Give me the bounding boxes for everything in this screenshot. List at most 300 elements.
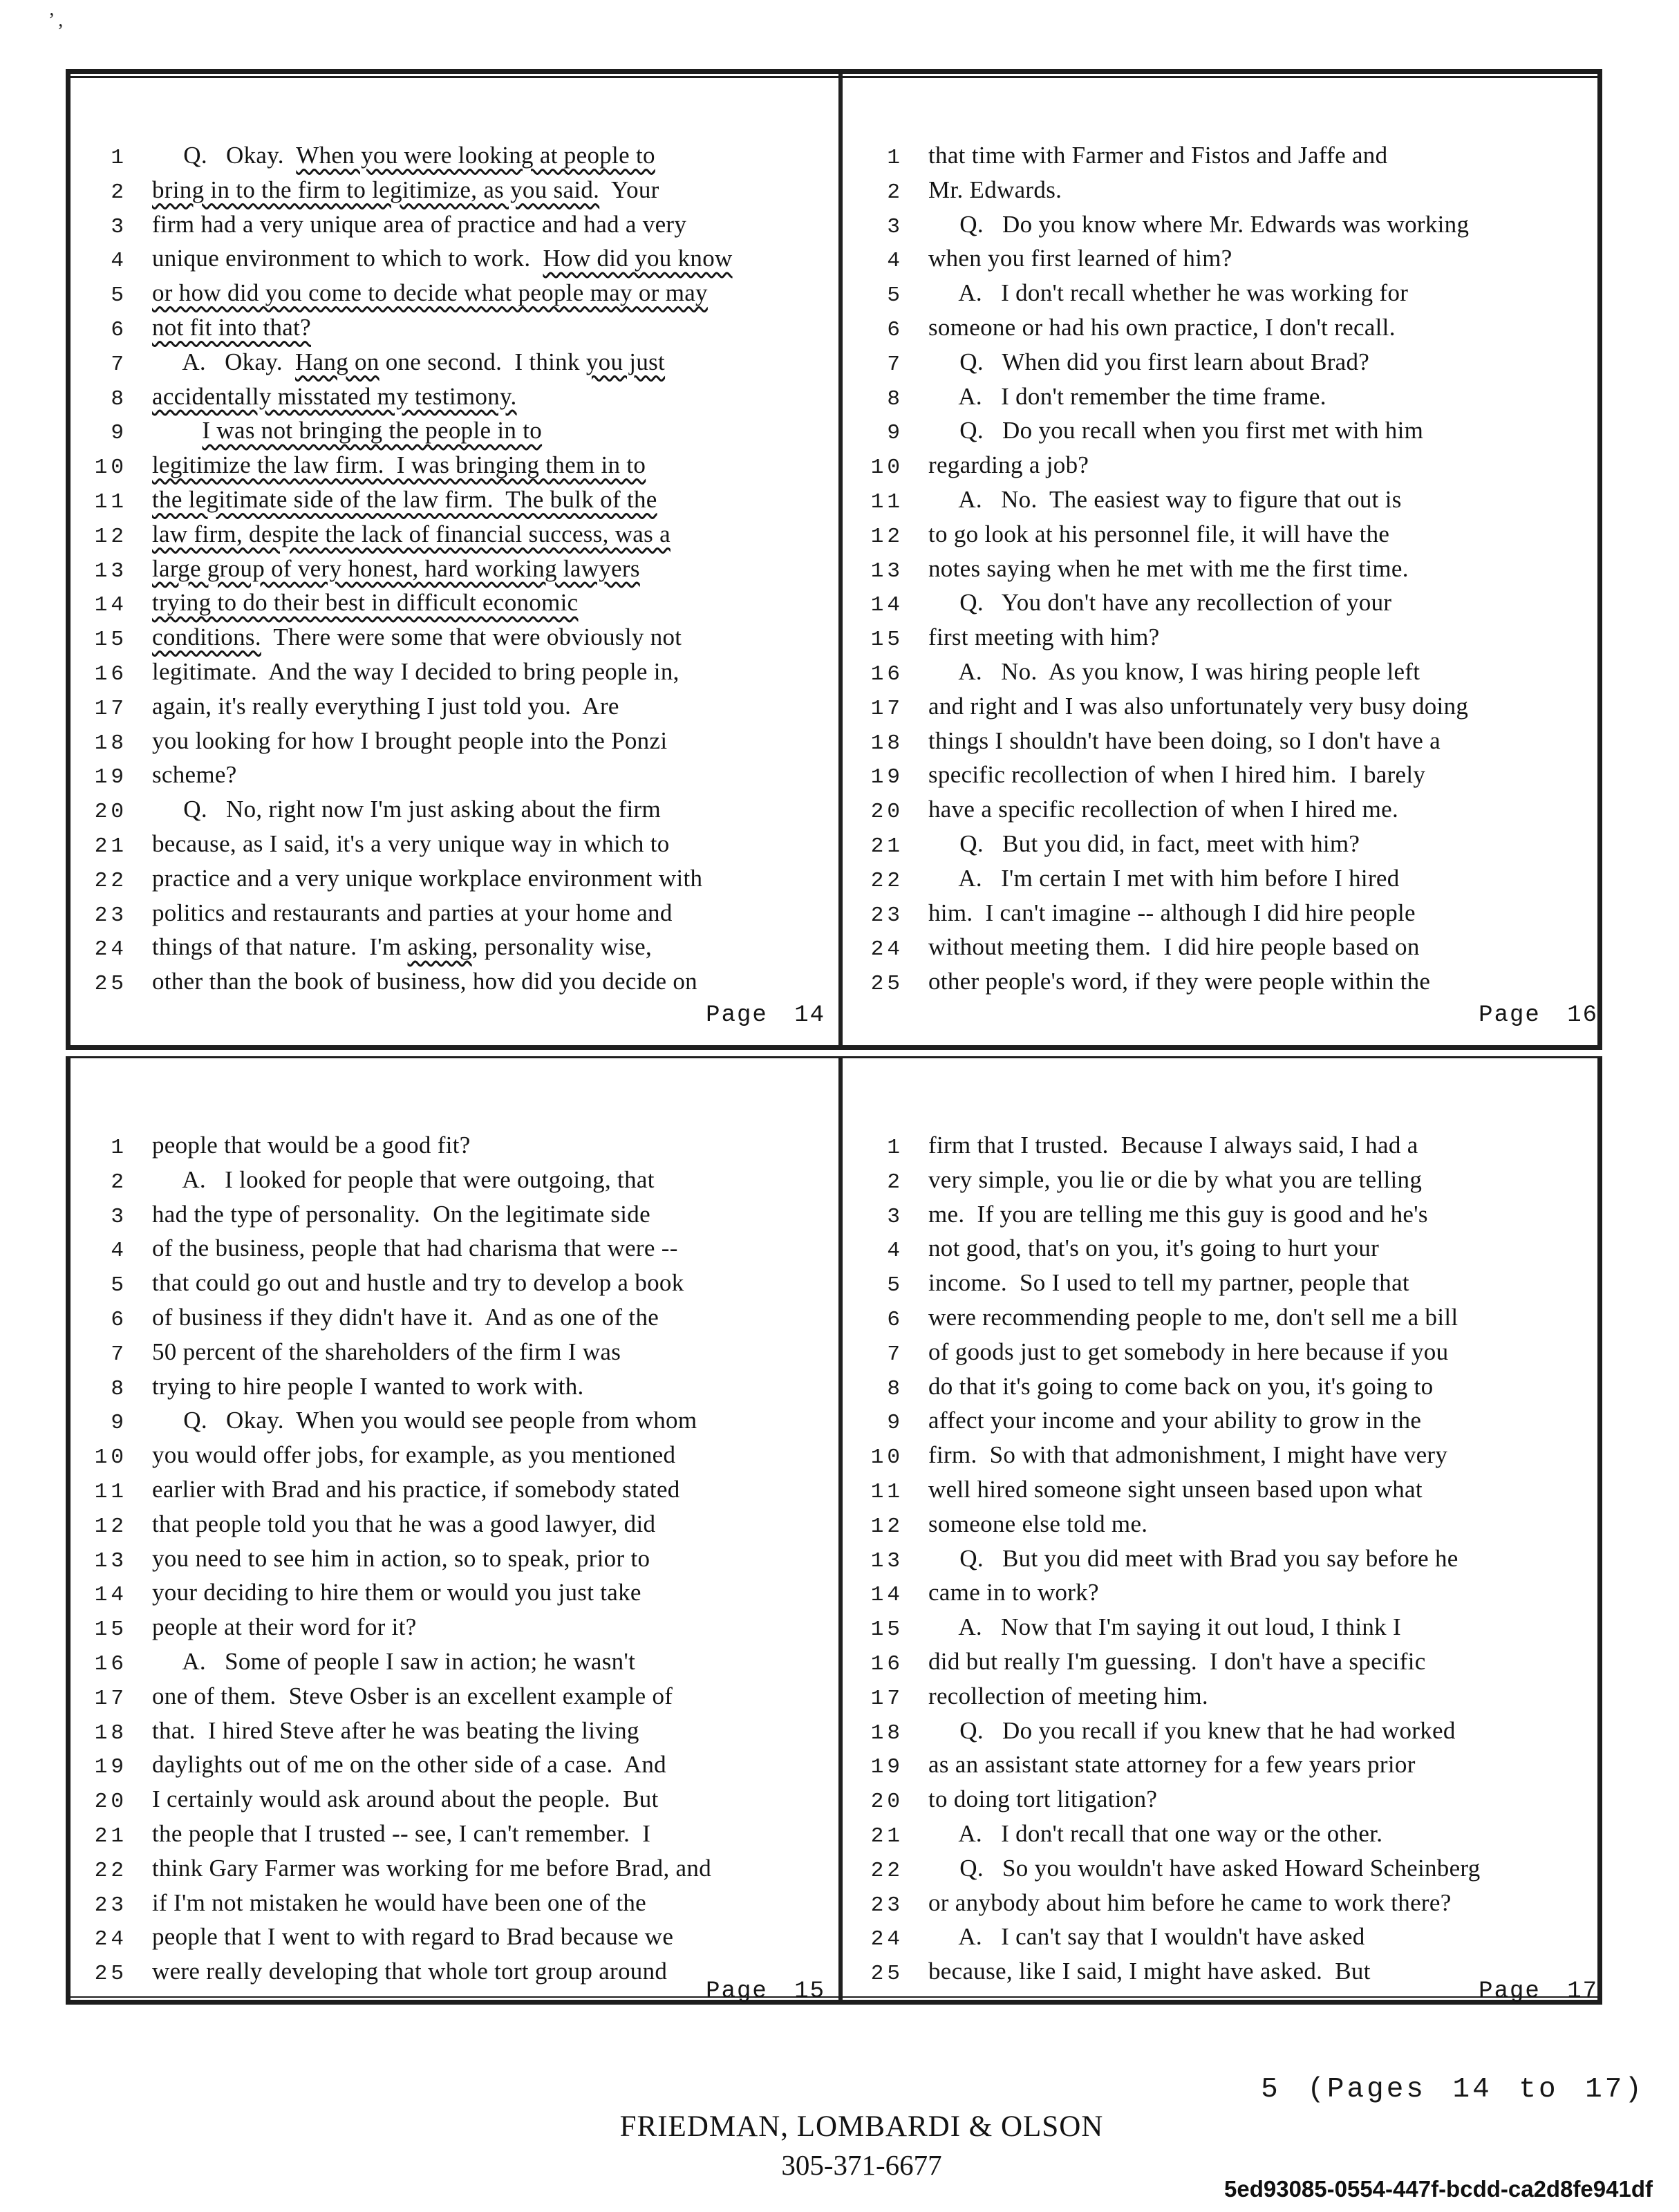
plain-text: of business if they didn't have it. And as one of the — [152, 1303, 659, 1331]
plain-text: people at their word for it? — [152, 1613, 417, 1641]
page-label: Page 15 — [706, 1978, 825, 2005]
transcript-line — [859, 1266, 1602, 1300]
plain-text: were recommending people to me, don't sell me a bill — [928, 1303, 1458, 1331]
line-text — [928, 896, 1416, 930]
line-text — [152, 585, 578, 620]
line-text — [928, 482, 1402, 517]
line-number: 16 — [870, 1651, 903, 1676]
transcript-line — [859, 310, 1602, 345]
transcript-line — [83, 173, 829, 207]
transcript-line — [83, 345, 829, 379]
line-text — [928, 758, 1425, 792]
underlined-text: you just — [585, 348, 666, 375]
transcript-line — [859, 758, 1602, 792]
transcript-line — [83, 1782, 829, 1817]
transcript-line — [83, 1403, 829, 1438]
transcript-line — [859, 1886, 1602, 1920]
line-number: 19 — [94, 1755, 127, 1780]
line-number: 1 — [111, 146, 127, 170]
transcript-line — [859, 792, 1602, 827]
plain-text: Q. Do you know where Mr. Edwards was working — [928, 210, 1470, 238]
line-number: 14 — [94, 1583, 127, 1608]
plain-text: think Gary Farmer was working for me before Brad, and — [152, 1854, 711, 1882]
line-number: 3 — [887, 1204, 903, 1229]
plain-text: Q. But you did meet with Brad you say before he — [928, 1544, 1458, 1572]
line-number: 3 — [887, 214, 903, 239]
plain-text: of goods just to get somebody in here because if you — [928, 1338, 1449, 1365]
transcript-line — [859, 1163, 1602, 1197]
line-number: 22 — [94, 1858, 127, 1883]
line-text — [152, 1679, 673, 1714]
underlined-text: legitimize the law firm. I was bringing them in to — [152, 451, 646, 479]
line-text — [928, 1163, 1422, 1197]
line-text — [152, 1335, 621, 1369]
line-text — [928, 620, 1159, 655]
line-text — [152, 310, 311, 345]
line-text — [928, 585, 1391, 620]
underlined-text: Hang on — [294, 348, 379, 375]
line-number: 23 — [870, 903, 903, 928]
line-text — [928, 1747, 1416, 1782]
plain-text: well hired someone sight unseen based upon what — [928, 1475, 1423, 1503]
page-label: Page 14 — [706, 1002, 825, 1029]
plain-text: affect your income and your ability to grow in the — [928, 1407, 1422, 1434]
line-number: 15 — [94, 1618, 127, 1642]
plain-text: you need to see him in action, so to speak, prior to — [152, 1544, 650, 1572]
transcript-quadrant-page-15 — [83, 1128, 829, 2013]
plain-text: Q. But you did, in fact, meet with him? — [928, 830, 1360, 857]
transcript-line — [83, 827, 829, 861]
line-number: 9 — [111, 421, 127, 446]
transcript-line — [859, 517, 1602, 552]
line-number: 12 — [870, 524, 903, 549]
line-text — [928, 1575, 1099, 1610]
footer-phone-number: 305-371-6677 — [781, 2149, 942, 2181]
transcript-lines — [859, 138, 1602, 999]
line-text — [928, 413, 1423, 448]
transcript-line — [859, 655, 1602, 689]
plain-text: things of that nature. I'm — [152, 933, 408, 961]
transcript-line — [859, 1541, 1602, 1576]
line-number: 5 — [887, 1273, 903, 1298]
line-number: 6 — [887, 1307, 903, 1332]
line-text — [152, 1575, 641, 1610]
row-divider — [66, 1045, 1602, 1058]
line-number: 15 — [94, 628, 127, 653]
line-text — [928, 930, 1420, 964]
transcript-line — [83, 896, 829, 930]
transcript-lines — [83, 1128, 829, 1989]
line-number: 18 — [94, 731, 127, 756]
line-number: 13 — [94, 1548, 127, 1573]
line-text — [152, 930, 652, 964]
line-text — [152, 896, 673, 930]
line-text — [152, 1266, 684, 1300]
plain-text — [152, 417, 202, 444]
plain-text: firm had a very unique area of practice and had a very — [152, 210, 687, 238]
top-border-inner-line — [71, 76, 1597, 78]
line-number: 25 — [94, 972, 127, 997]
transcript-line — [859, 241, 1602, 276]
line-number: 3 — [111, 1204, 127, 1229]
transcript-line — [859, 585, 1602, 620]
transcript-line — [859, 345, 1602, 379]
plain-text: Q. Okay. — [152, 142, 297, 169]
transcript-line — [83, 1575, 829, 1610]
plain-text: to go look at his personnel file, it will have the — [928, 520, 1390, 547]
line-number: 22 — [870, 868, 903, 893]
line-number: 21 — [870, 1824, 903, 1848]
plain-text: people that I went to with regard to Brad because we — [152, 1923, 674, 1951]
transcript-line — [859, 138, 1602, 173]
line-text — [152, 689, 619, 724]
line-text — [928, 138, 1387, 173]
transcript-line — [859, 173, 1602, 207]
line-number: 7 — [111, 1342, 127, 1367]
line-text — [152, 1954, 667, 1989]
line-text — [928, 1851, 1481, 1886]
transcript-line — [859, 1610, 1602, 1644]
plain-text: other than the book of business, how did you decide on — [152, 968, 697, 995]
footer-document-id: 5ed93085-0554-447f-bcdd-ca2d8fe941df — [1224, 2176, 1653, 2202]
underlined-text: conditions. — [152, 624, 261, 651]
line-number: 5 — [887, 283, 903, 308]
plain-text: came in to work? — [928, 1579, 1099, 1606]
line-number: 10 — [94, 1445, 127, 1470]
line-text — [928, 552, 1409, 586]
line-number: 22 — [94, 868, 127, 893]
transcript-line — [859, 1197, 1602, 1232]
transcript-line — [859, 896, 1602, 930]
transcript-line — [859, 1575, 1602, 1610]
line-text — [928, 964, 1430, 999]
plain-text: A. I'm certain I met with him before I hired — [928, 864, 1400, 892]
line-text — [152, 1163, 655, 1197]
line-text — [152, 620, 682, 655]
plain-text: I certainly would ask around about the people. But — [152, 1785, 659, 1813]
plain-text: one of them. Steve Osber is an excellent example of — [152, 1682, 673, 1709]
line-text — [928, 1679, 1208, 1714]
transcript-line — [83, 930, 829, 964]
plain-text: that people told you that he was a good lawyer, did — [152, 1510, 656, 1537]
plain-text: firm. So with that admonishment, I might have very — [928, 1441, 1448, 1469]
plain-text: have a specific recollection of when I hired me. — [928, 796, 1399, 823]
plain-text: because, as I said, it's a very unique way in which to — [152, 830, 670, 857]
plain-text: very simple, you lie or die by what you are telling — [928, 1165, 1423, 1193]
line-text — [928, 1920, 1365, 1954]
plain-text: someone or had his own practice, I don't recall. — [928, 313, 1396, 341]
underlined-text: the legitimate side of the law firm. The bulk of the — [152, 485, 657, 513]
underlined-text: asking — [407, 933, 472, 961]
line-text — [152, 276, 708, 310]
plain-text: notes saying when he met with me the first time. — [928, 554, 1409, 582]
transcript-line — [83, 517, 829, 552]
plain-text: Mr. Edwards. — [928, 176, 1062, 203]
transcript-line — [83, 241, 829, 276]
footer-firm-name: FRIEDMAN, LOMBARDI & OLSON — [619, 2110, 1104, 2143]
line-text — [152, 379, 517, 414]
plain-text: without meeting them. I did hire people based on — [928, 933, 1420, 961]
plain-text: A. I can't say that I wouldn't have asked — [928, 1923, 1365, 1951]
transcript-line — [859, 1403, 1602, 1438]
line-text — [152, 964, 697, 999]
line-number: 2 — [111, 1170, 127, 1194]
transcript-line — [859, 413, 1602, 448]
line-number: 3 — [111, 214, 127, 239]
transcript-line — [83, 1610, 829, 1644]
transcript-line — [83, 413, 829, 448]
line-number: 17 — [870, 1686, 903, 1711]
plain-text: Q. Okay. When you would see people from whom — [152, 1407, 697, 1434]
line-text — [152, 1438, 675, 1472]
line-text — [928, 1541, 1458, 1576]
transcript-line — [859, 1644, 1602, 1679]
transcript-line — [83, 207, 829, 242]
transcript-line — [83, 1266, 829, 1300]
transcript-line — [83, 655, 829, 689]
plain-text: specific recollection of when I hired him. I barely — [928, 761, 1426, 789]
underlined-text: or how did you come to decide what people may or may — [152, 279, 708, 307]
line-number: 24 — [94, 1927, 127, 1952]
line-text — [928, 861, 1400, 896]
line-text — [928, 1197, 1428, 1232]
underlined-text: When you were looking at people to — [296, 142, 655, 169]
transcript-line — [859, 1472, 1602, 1507]
line-text — [928, 345, 1369, 379]
transcript-quadrant-page-14 — [83, 138, 829, 1037]
underlined-text: How did you know — [543, 245, 733, 272]
line-number: 24 — [94, 937, 127, 962]
transcript-line — [83, 1300, 829, 1335]
transcript-line — [859, 1335, 1602, 1369]
plain-text: Q. When did you first learn about Brad? — [928, 348, 1370, 375]
transcript-line — [859, 930, 1602, 964]
transcript-line — [859, 207, 1602, 242]
line-number: 16 — [94, 662, 127, 686]
line-text — [928, 1507, 1147, 1541]
line-number: 4 — [887, 1239, 903, 1264]
transcript-line — [83, 1644, 829, 1679]
plain-text: trying to hire people I wanted to work with. — [152, 1372, 584, 1400]
line-text — [152, 1851, 711, 1886]
transcript-line — [83, 552, 829, 586]
transcript-line — [859, 552, 1602, 586]
transcript-lines — [859, 1128, 1602, 1989]
line-number: 7 — [887, 352, 903, 377]
line-number: 19 — [94, 765, 127, 790]
line-text — [928, 724, 1441, 758]
line-text — [152, 173, 659, 207]
transcript-line — [83, 1472, 829, 1507]
line-text — [928, 517, 1389, 552]
line-number: 21 — [94, 1824, 127, 1848]
line-number: 21 — [870, 834, 903, 859]
line-text — [152, 1231, 678, 1266]
plain-text: daylights out of me on the other side of a case. And — [152, 1751, 666, 1779]
line-number: 15 — [870, 1618, 903, 1642]
line-number: 20 — [94, 800, 127, 825]
line-number: 1 — [887, 146, 903, 170]
plain-text: Q. Do you recall when you first met with him — [928, 417, 1424, 444]
plain-text: that could go out and hustle and try to develop a book — [152, 1269, 684, 1297]
plain-text: of the business, people that had charisma that were -- — [152, 1235, 678, 1262]
line-text — [928, 379, 1326, 414]
line-number: 14 — [94, 593, 127, 618]
line-text — [152, 1920, 673, 1954]
line-number: 18 — [870, 1721, 903, 1745]
line-number: 19 — [870, 1755, 903, 1780]
transcript-line — [83, 724, 829, 758]
line-number: 24 — [870, 937, 903, 962]
line-text — [152, 138, 655, 173]
line-text — [928, 1403, 1421, 1438]
transcript-line — [859, 1747, 1602, 1782]
transcript-line — [83, 138, 829, 173]
plain-text: if I'm not mistaken he would have been one of the — [152, 1888, 646, 1916]
plain-text: Q. No, right now I'm just asking about the firm — [152, 796, 662, 823]
line-number: 11 — [870, 489, 903, 514]
line-text — [152, 758, 237, 792]
line-text — [152, 241, 733, 276]
line-number: 1 — [887, 1136, 903, 1160]
line-number: 8 — [887, 386, 903, 411]
line-text — [152, 1747, 666, 1782]
transcript-line — [859, 448, 1602, 482]
plain-text: someone else told me. — [928, 1510, 1148, 1537]
transcript-line — [83, 1369, 829, 1404]
plain-text: your deciding to hire them or would you just take — [152, 1579, 641, 1606]
line-text — [152, 827, 670, 861]
plain-text: A. I don't recall whether he was working for — [928, 279, 1409, 307]
line-number: 10 — [870, 456, 903, 480]
line-number: 16 — [870, 662, 903, 686]
line-number: 21 — [94, 834, 127, 859]
transcript-line — [83, 1851, 829, 1886]
line-text — [152, 1644, 635, 1679]
underlined-text: I was not bringing the people in to — [202, 417, 543, 444]
transcript-line — [83, 689, 829, 724]
line-text — [928, 1714, 1456, 1748]
underlined-text: not fit into that? — [152, 313, 311, 341]
plain-text: A. I don't recall that one way or the other. — [928, 1819, 1383, 1847]
transcript-lines — [83, 138, 829, 999]
transcript-line — [83, 1231, 829, 1266]
line-text — [152, 1128, 471, 1163]
plain-text: do that it's going to come back on you, it's going to — [928, 1372, 1434, 1400]
transcript-line — [859, 861, 1602, 896]
plain-text: him. I can't imagine -- although I did hire people — [928, 899, 1416, 926]
transcript-line — [83, 861, 829, 896]
line-text — [152, 655, 679, 689]
transcript-line — [859, 1817, 1602, 1851]
line-number: 6 — [887, 317, 903, 342]
plain-text: A. No. The easiest way to figure that out is — [928, 485, 1402, 513]
plain-text: to doing tort litigation? — [928, 1785, 1158, 1813]
line-text — [928, 241, 1232, 276]
line-number: 24 — [870, 1927, 903, 1952]
line-number: 12 — [870, 1514, 903, 1539]
line-number: 9 — [887, 421, 903, 446]
line-text — [152, 861, 702, 896]
plain-text: not good, that's on you, it's going to hurt your — [928, 1235, 1380, 1262]
line-number: 11 — [94, 489, 127, 514]
line-number: 4 — [111, 249, 127, 274]
line-number: 19 — [870, 765, 903, 790]
line-text — [928, 448, 1089, 482]
line-text — [928, 207, 1469, 242]
plain-text: legitimate. And the way I decided to bring people in, — [152, 657, 679, 685]
plain-text: A. Some of people I saw in action; he wasn't — [152, 1647, 636, 1675]
line-text — [928, 1300, 1458, 1335]
line-number: 17 — [870, 696, 903, 721]
line-text — [928, 1610, 1401, 1644]
line-text — [152, 792, 661, 827]
plain-text: other people's word, if they were people within the — [928, 968, 1431, 995]
transcript-line — [859, 1438, 1602, 1472]
transcript-line — [859, 620, 1602, 655]
transcript-line — [859, 1231, 1602, 1266]
transcript-line — [83, 964, 829, 999]
transcript-line — [83, 448, 829, 482]
line-number: 10 — [870, 1445, 903, 1470]
line-text — [152, 1714, 639, 1748]
transcript-line — [859, 276, 1602, 310]
line-number: 17 — [94, 696, 127, 721]
line-number: 1 — [111, 1136, 127, 1160]
plain-text: the people that I trusted -- see, I can't remember. I — [152, 1819, 651, 1847]
line-number: 13 — [870, 559, 903, 583]
footer-page-range: 5 (Pages 14 to 17) — [1261, 2074, 1644, 2106]
line-number: 2 — [887, 180, 903, 205]
line-number: 10 — [94, 456, 127, 480]
line-text — [928, 1817, 1382, 1851]
line-text — [152, 482, 657, 517]
plain-text: scheme? — [152, 761, 237, 789]
line-text — [152, 1403, 697, 1438]
plain-text: earlier with Brad and his practice, if somebody stated — [152, 1475, 680, 1503]
transcript-line — [859, 1782, 1602, 1817]
plain-text: Q. So you wouldn't have asked Howard Scheinberg — [928, 1854, 1481, 1882]
plain-text: did but really I'm guessing. I don't have a specific — [928, 1647, 1426, 1675]
plain-text: and right and I was also unfortunately very busy doing — [928, 692, 1469, 720]
plain-text: practice and a very unique workplace environment with — [152, 864, 703, 892]
plain-text: There were some that were obviously not — [261, 624, 682, 651]
transcript-line — [83, 1507, 829, 1541]
page-label: Page 17 — [1479, 1978, 1598, 2005]
transcript-line — [859, 827, 1602, 861]
transcript-line — [859, 689, 1602, 724]
transcript-quadrant-page-17 — [859, 1128, 1602, 2013]
plain-text: regarding a job? — [928, 451, 1089, 479]
transcript-line — [859, 1714, 1602, 1748]
plain-text: or anybody about him before he came to work there? — [928, 1888, 1452, 1916]
line-text — [928, 689, 1468, 724]
transcript-line — [83, 276, 829, 310]
plain-text: were really developing that whole tort group around — [152, 1958, 668, 1985]
transcript-line — [83, 620, 829, 655]
line-number: 16 — [94, 1651, 127, 1676]
plain-text: Q. Do you recall if you knew that he had worked — [928, 1716, 1456, 1744]
plain-text: as an assistant state attorney for a few years prior — [928, 1751, 1416, 1779]
line-number: 14 — [870, 593, 903, 618]
transcript-line — [859, 724, 1602, 758]
plain-text: you looking for how I brought people into the Ponzi — [152, 727, 668, 754]
line-number: 11 — [94, 1479, 127, 1504]
transcript-line — [83, 1335, 829, 1369]
underlined-text: trying to do their best in difficult economic — [152, 589, 579, 617]
line-number: 4 — [111, 1239, 127, 1264]
line-text — [928, 1438, 1447, 1472]
